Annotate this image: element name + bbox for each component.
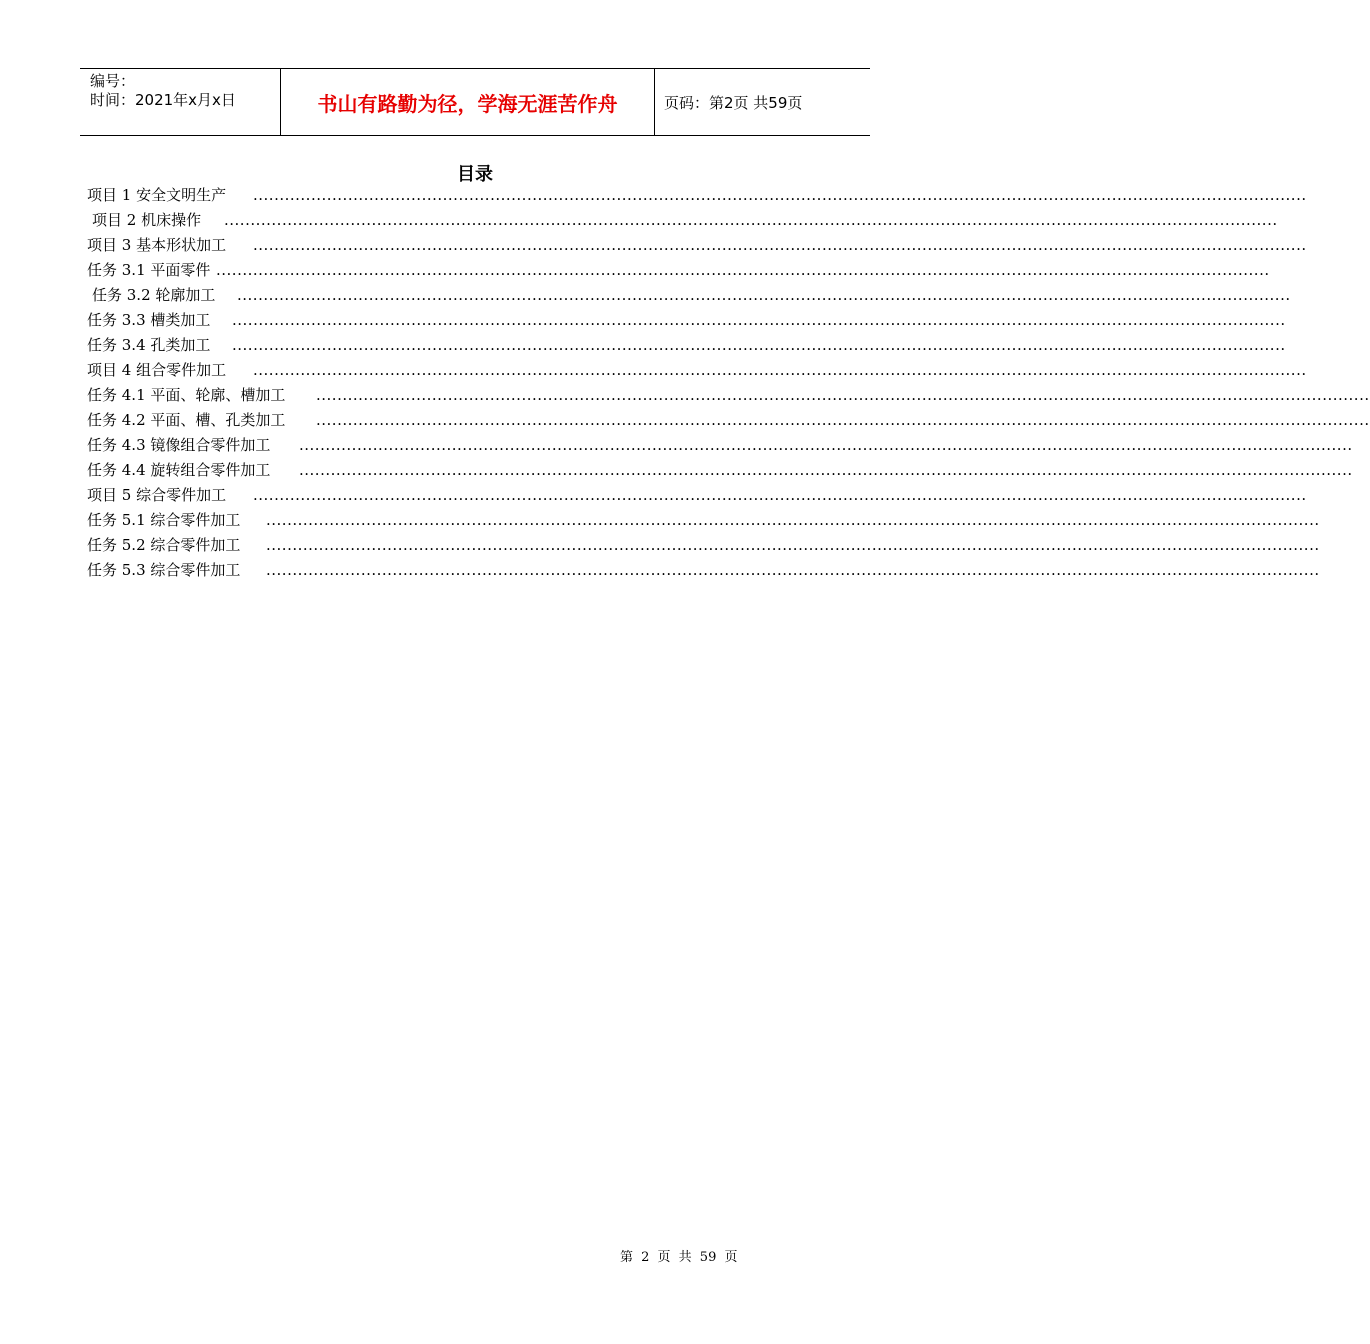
toc-dot-leader: ........................................................................................................................................................................................................ <box>237 286 1291 304</box>
toc-entry-label: 任务 3.1 平面零件 <box>87 261 211 279</box>
toc-entry-label: 项目 5 综合零件加工 <box>87 486 227 504</box>
toc-entry[interactable] <box>87 485 1307 505</box>
toc-dot-leader: ........................................................................................................................................................................................................ <box>299 461 1353 479</box>
toc-dot-leader: ........................................................................................................................................................................................................ <box>232 311 1286 329</box>
toc-entry-label: 任务 4.4 旋转组合零件加工 <box>87 461 271 479</box>
serial-label: 编号： <box>90 72 136 90</box>
toc-entry-label: 任务 3.3 槽类加工 <box>87 311 211 329</box>
toc-entry[interactable] <box>87 560 1320 580</box>
toc-dot-leader: ........................................................................................................................................................................................................ <box>266 511 1320 529</box>
toc-dot-leader: ........................................................................................................................................................................................................ <box>316 411 1370 429</box>
toc-dot-leader: ........................................................................................................................................................................................................ <box>253 361 1307 379</box>
toc-entry-label: 项目 4 组合零件加工 <box>87 361 227 379</box>
header-motto: 书山有路勤为径，学海无涯苦作舟 <box>281 69 655 135</box>
page-header <box>80 68 870 136</box>
toc-entry-label: 任务 3.4 孔类加工 <box>87 336 211 354</box>
toc-dot-leader: ........................................................................................................................................................................................................ <box>299 436 1353 454</box>
page-footer: 第 2 页 共 59 页 <box>620 1250 738 1265</box>
toc-dot-leader: ........................................................................................................................................................................................................ <box>253 486 1307 504</box>
toc-entry[interactable] <box>87 335 1286 355</box>
time-label: 时间：2021年x月x日 <box>90 91 236 109</box>
toc-entry-label: 任务 5.2 综合零件加工 <box>87 536 241 554</box>
toc-entry-label: 项目 2 机床操作 <box>92 211 202 229</box>
toc-entry-label: 任务 4.2 平面、槽、孔类加工 <box>87 411 286 429</box>
toc-entry[interactable] <box>92 210 1278 230</box>
toc-entry-label: 任务 4.1 平面、轮廓、槽加工 <box>87 386 286 404</box>
toc-dot-leader: ........................................................................................................................................................................................................ <box>253 236 1307 254</box>
header-page-info: 页码：第2页 共59页 <box>664 93 803 112</box>
toc-entry[interactable] <box>87 460 1353 480</box>
toc-entry[interactable] <box>87 360 1307 380</box>
toc-entry[interactable] <box>87 260 1270 280</box>
toc-entry[interactable] <box>87 535 1320 555</box>
toc-entry[interactable] <box>87 410 1370 430</box>
toc-dot-leader: ........................................................................................................................................................................................................ <box>232 336 1286 354</box>
toc-entry-label: 任务 5.3 综合零件加工 <box>87 561 241 579</box>
toc-dot-leader: ........................................................................................................................................................................................................ <box>253 186 1307 204</box>
toc-entry[interactable] <box>87 435 1353 455</box>
header-meta <box>80 69 281 135</box>
toc-entry-label: 项目 3 基本形状加工 <box>87 236 227 254</box>
toc-dot-leader: ........................................................................................................................................................................................................ <box>224 211 1278 229</box>
toc-entry-label: 任务 4.3 镜像组合零件加工 <box>87 436 271 454</box>
toc-entry[interactable] <box>87 510 1320 530</box>
toc-dot-leader: ........................................................................................................................................................................................................ <box>216 261 1270 279</box>
toc-title: 目录 <box>457 164 493 185</box>
toc-entry-label: 项目 1 安全文明生产 <box>87 186 227 204</box>
toc-entry[interactable] <box>87 235 1307 255</box>
toc-entry[interactable] <box>87 185 1307 205</box>
toc-dot-leader: ........................................................................................................................................................................................................ <box>316 386 1370 404</box>
toc-entry[interactable] <box>87 310 1286 330</box>
toc-entry[interactable] <box>87 385 1370 405</box>
toc-entry[interactable] <box>92 285 1291 305</box>
toc-entry-label: 任务 5.1 综合零件加工 <box>87 511 241 529</box>
toc-dot-leader: ........................................................................................................................................................................................................ <box>266 536 1320 554</box>
toc-dot-leader: ........................................................................................................................................................................................................ <box>266 561 1320 579</box>
toc-entry-label: 任务 3.2 轮廓加工 <box>92 286 216 304</box>
